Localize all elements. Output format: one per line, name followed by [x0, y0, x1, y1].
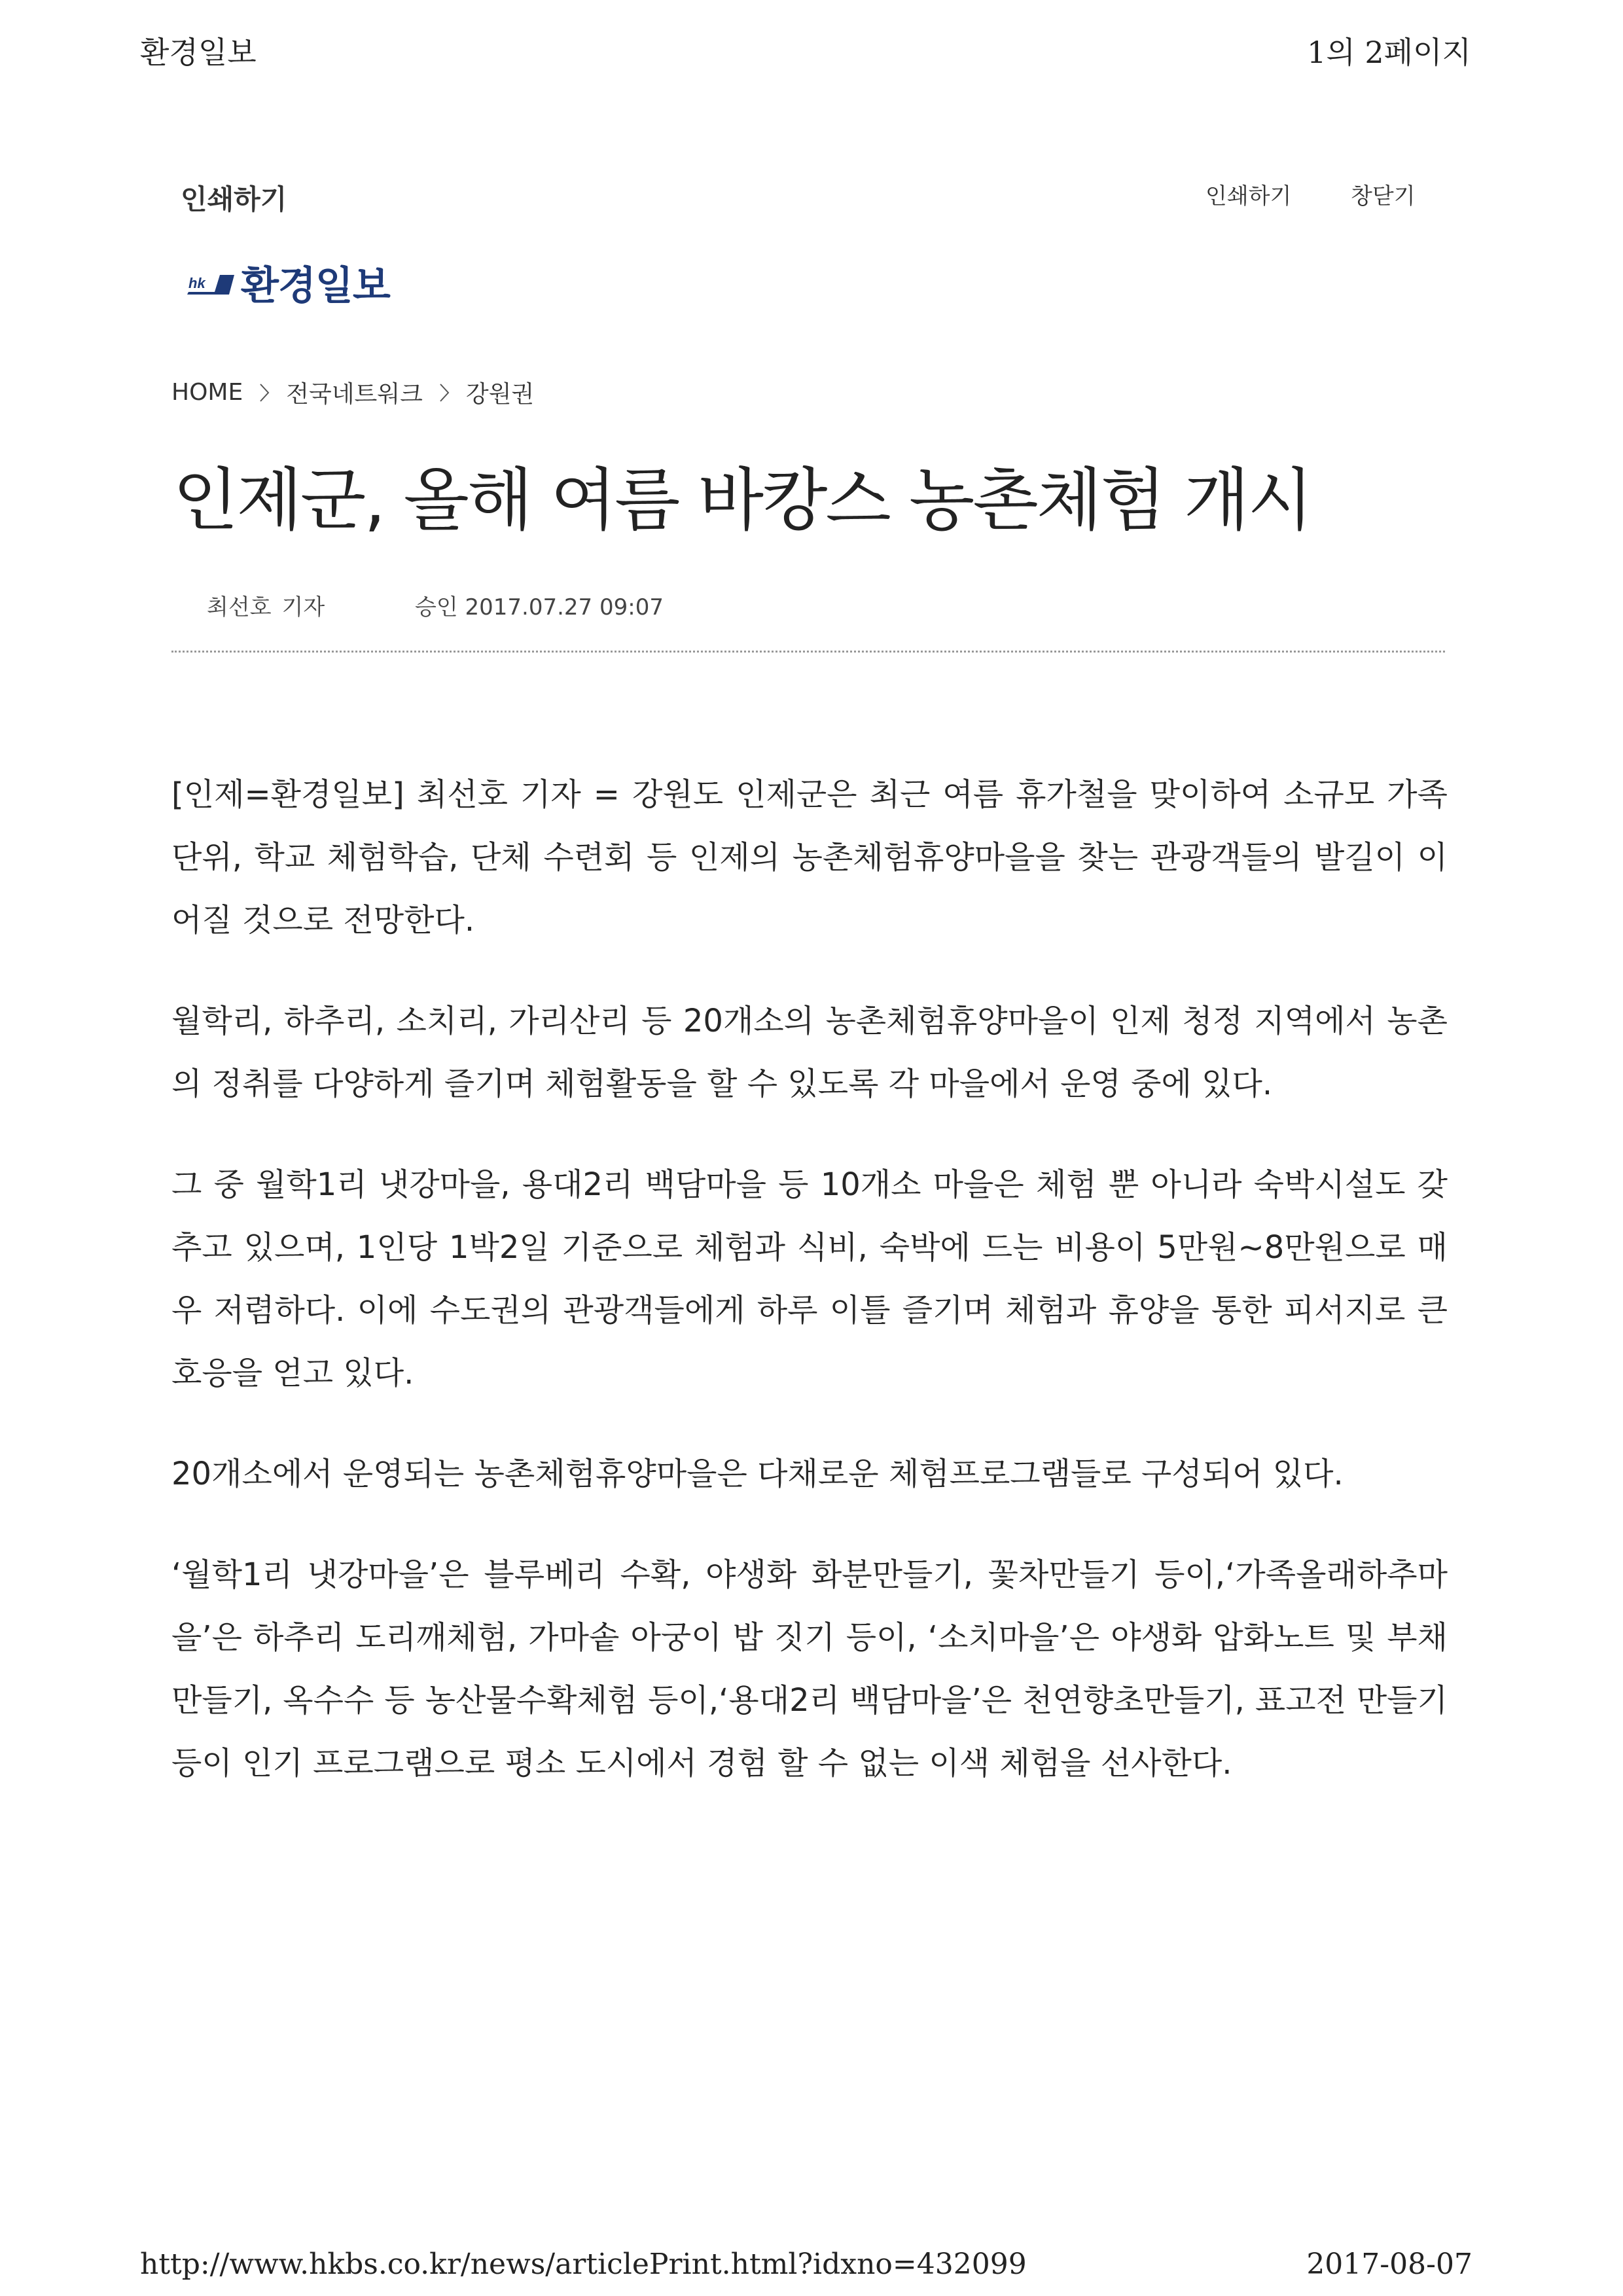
- page-footer-date: 2017-08-07: [1306, 2248, 1472, 2281]
- close-window-link[interactable]: 창닫기: [1351, 183, 1416, 209]
- page-header-site-name: 환경일보: [140, 35, 257, 70]
- logo-mark-text: hk: [188, 275, 205, 291]
- header-divider: [171, 651, 1445, 653]
- approved-label: 승인: [415, 594, 458, 620]
- breadcrumb-home[interactable]: HOME: [171, 379, 243, 406]
- logo-mark-icon: [182, 266, 240, 300]
- reporter-name: 최선호: [207, 594, 272, 620]
- page-footer-url: http://www.hkbs.co.kr/news/articlePrint.html?idxno=432099: [140, 2248, 1027, 2281]
- site-logo[interactable]: [182, 257, 390, 309]
- print-page-title: 인쇄하기: [181, 183, 287, 215]
- approved-datetime: 2017.07.27 09:07: [465, 594, 664, 620]
- article-body: [171, 763, 1448, 1833]
- article-approved-date: [415, 589, 664, 621]
- article-paragraph: 월학리, 하추리, 소치리, 가리산리 등 20개소의 농촌체험휴양마을이 인제 청정 지역에서 농촌의 정취를 다양하게 즐기며 체험활동을 할 수 있도록 각 마을에서 운영 중에 있다.: [171, 1003, 1448, 1102]
- breadcrumb: [171, 376, 534, 409]
- print-link[interactable]: 인쇄하기: [1205, 183, 1292, 209]
- article-title: 인제군, 올해 여름 바캉스 농촌체험 개시: [173, 460, 1311, 540]
- page-header-page-indicator: 1의 2페이지: [1307, 35, 1471, 70]
- chevron-right-icon: [259, 382, 270, 403]
- article-paragraph: [인제=환경일보] 최선호 기자 = 강원도 인제군은 최근 여름 휴가철을 맞이하여 소규모 가족단위, 학교 체험학습, 단체 수련회 등 인제의 농촌체험휴양마을을 찾는 관광객들의 발길이 이어질 것으로 전망한다.: [171, 776, 1448, 939]
- article-paragraph: 20개소에서 운영되는 농촌체험휴양마을은 다채로운 체험프로그램들로 구성되어 있다.: [171, 1456, 1344, 1492]
- reporter-label: 기자: [281, 594, 325, 620]
- logo-text: 환경일보: [241, 263, 390, 309]
- breadcrumb-national-network[interactable]: 전국네트워크: [286, 381, 423, 408]
- article-paragraph: ‘월학1리 냇강마을’은 블루베리 수확, 야생화 화분만들기, 꽃차만들기 등이,‘가족올래하추마을’은 하추리 도리깨체험, 가마솥 아궁이 밥 짓기 등이, ‘소치마을’은 야생화 압화노트 및 부채만들기, 옥수수 등 농산물수확체험 등이,‘용대2리 백담마을’은 천연향초만들기, 표고전 만들기 등이 인기 프로그램으로 평소 도시에서 경험 할 수 없는 이색 체험을 선사한다.: [171, 1556, 1448, 1782]
- chevron-right-icon: [438, 382, 450, 403]
- article-byline: [207, 589, 325, 621]
- breadcrumb-gangwon[interactable]: 강원권: [465, 381, 535, 408]
- article-paragraph: 그 중 월학1리 냇강마을, 용대2리 백담마을 등 10개소 마을은 체험 뿐 아니라 숙박시설도 갖추고 있으며, 1인당 1박2일 기준으로 체험과 식비, 숙박에 드는 비용이 5만원~8만원으로 매우 저렴하다. 이에 수도권의 관광객들에게 하루 이틀 즐기며 체험과 휴양을 통한 피서지로 큰 호응을 얻고 있다.: [171, 1166, 1448, 1391]
